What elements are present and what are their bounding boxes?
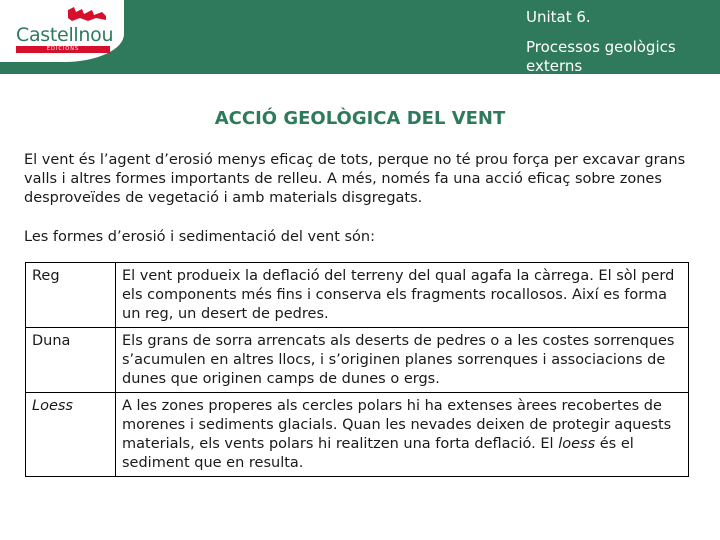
table-lead-text: Les formes d’erosió i sedimentació del vent són:: [24, 229, 375, 245]
publisher-logo: [0, 0, 124, 62]
castle-flag-icon: [66, 6, 108, 22]
logo-wordmark: Castellnou: [16, 24, 114, 46]
term-cell: Reg: [26, 263, 116, 328]
unit-subtitle: Processos geològics externs: [526, 38, 676, 75]
description-cell: El vent produeix la deflació del terreny del qual agafa la càrrega. El sòl perd els components més fins i conserva els fragments rocallosos. Així es forma un reg, un desert de pedres.: [116, 263, 689, 328]
table-row: [26, 328, 689, 393]
description-cell: [116, 393, 689, 477]
intro-paragraph: El vent és l’agent d’erosió menys eficaç de tots, perque no té prou força per excavar grans valls i altres formes importants de relleu. A més, només fa una acció eficaç sobre zones desproveïdes de vegetació i amb materials disgregats.: [24, 152, 686, 206]
page-title: ACCIÓ GEOLÒGICA DEL VENT: [214, 108, 506, 129]
wind-forms-table: [25, 262, 689, 477]
description-text: A les zones properes als cercles polars hi ha extenses àrees recobertes de morenes i sediments glacials. Quan les nevades deixen de protegir aquests materials, els vents polars hi realitzen una forta deflació. El: [122, 398, 672, 452]
term-cell: Loess: [26, 393, 116, 477]
unit-label: Unitat 6.: [526, 8, 591, 26]
table-row: [26, 263, 689, 328]
term-cell: Duna: [26, 328, 116, 393]
header-bar: [0, 0, 720, 74]
description-term: loess: [558, 436, 596, 452]
table-row: [26, 393, 689, 477]
description-cell: Els grans de sorra arrencats als deserts de pedres o a les costes sorrenques s’acumulen en altres llocs, i s’originen planes sorrenques i associacions de dunes que originen camps de dunes o ergs.: [116, 328, 689, 393]
logo-subtitle: EDICIONS: [16, 46, 110, 53]
description-text: és el sediment que en resulta.: [122, 436, 634, 471]
